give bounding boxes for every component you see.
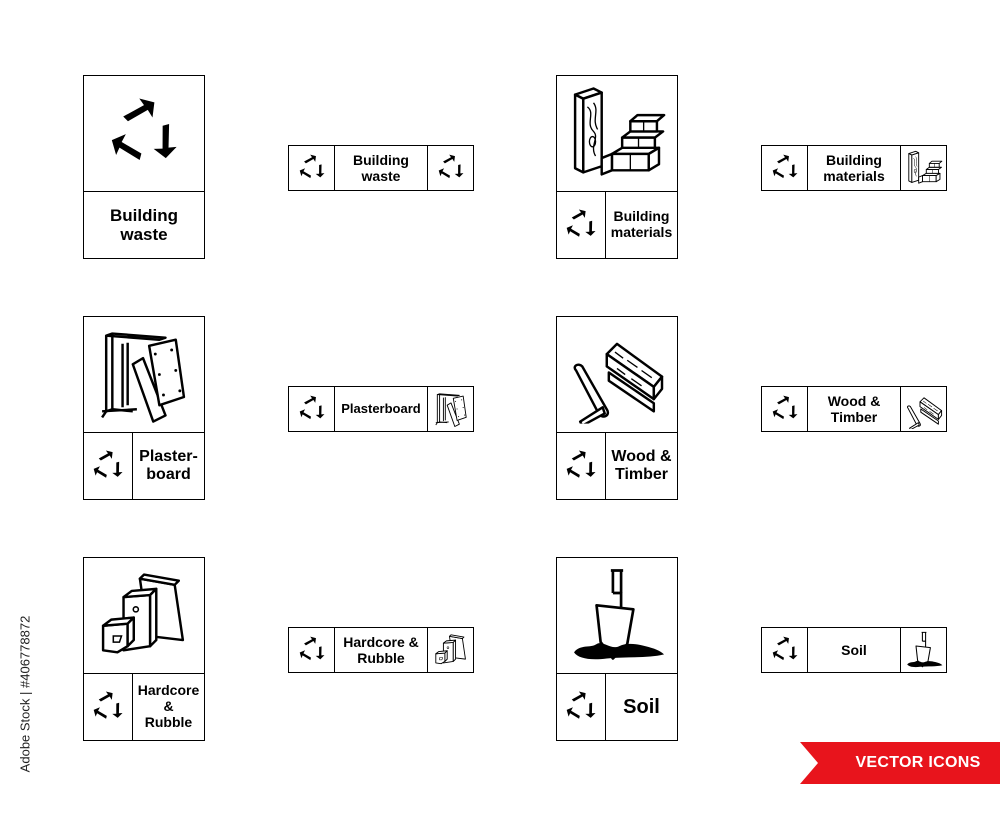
strip-wood-timber xyxy=(761,386,947,432)
timber-planks-icon xyxy=(904,389,944,429)
spade-in-soil-icon xyxy=(904,630,944,670)
timber-planks-icon xyxy=(557,317,677,432)
strip-label: Soil xyxy=(841,641,867,658)
sign-art xyxy=(557,558,677,674)
rubble-blocks-icon xyxy=(84,558,204,673)
badge-text: VECTOR ICONS xyxy=(855,754,981,771)
strip-label: Hardcore & Rubble xyxy=(343,633,419,666)
sign-art xyxy=(557,317,677,433)
recycle-icon xyxy=(84,76,204,191)
wood-block-and-bricks-icon xyxy=(905,149,943,187)
recycle-icon xyxy=(87,686,129,728)
sign-art xyxy=(84,558,204,674)
plasterboard-frame-icon xyxy=(84,317,204,432)
sign-label: Soil xyxy=(623,695,660,718)
strip-label: Building waste xyxy=(353,151,409,184)
spade-in-soil-icon xyxy=(557,558,677,673)
recycle-icon xyxy=(560,686,602,728)
sign-art xyxy=(84,76,204,192)
stock-id-text: Adobe Stock | #406778872 xyxy=(17,615,33,773)
strip-building-materials xyxy=(761,145,947,191)
sign-building-waste xyxy=(83,75,205,259)
recycle-icon xyxy=(560,445,602,487)
sign-label: Hardcore & Rubble xyxy=(137,682,200,730)
sign-hardcore-rubble xyxy=(83,557,205,741)
strip-label: Plasterboard xyxy=(341,400,421,416)
sign-label: Building materials xyxy=(610,208,673,240)
recycle-icon xyxy=(767,150,803,186)
recycle-icon xyxy=(294,632,330,668)
strip-hardcore-rubble xyxy=(288,627,474,673)
sign-label: Wood & Timber xyxy=(611,448,672,483)
sign-plasterboard xyxy=(83,316,205,500)
sign-art xyxy=(84,317,204,433)
wood-block-and-bricks-icon xyxy=(557,76,677,191)
recycle-icon xyxy=(294,150,330,186)
sign-wood-timber xyxy=(556,316,678,500)
strip-plasterboard xyxy=(288,386,474,432)
strip-building-waste xyxy=(288,145,474,191)
rubble-blocks-icon xyxy=(432,631,470,669)
sign-art xyxy=(557,76,677,192)
recycle-icon xyxy=(560,204,602,246)
recycle-icon xyxy=(767,632,803,668)
sign-building-materials xyxy=(556,75,678,259)
strip-label: Building materials xyxy=(823,151,885,184)
recycle-icon xyxy=(767,391,803,427)
sign-label: Building waste xyxy=(110,205,178,244)
plasterboard-frame-icon xyxy=(432,390,470,428)
recycle-icon xyxy=(294,391,330,427)
strip-label: Wood & Timber xyxy=(827,392,881,425)
sign-soil xyxy=(556,557,678,741)
recycle-icon xyxy=(433,150,469,186)
strip-soil xyxy=(761,627,947,673)
recycle-icon xyxy=(87,445,129,487)
vector-icons-badge xyxy=(800,742,1000,784)
sign-label: Plaster- board xyxy=(139,448,198,483)
stock-id-watermark xyxy=(14,584,36,804)
